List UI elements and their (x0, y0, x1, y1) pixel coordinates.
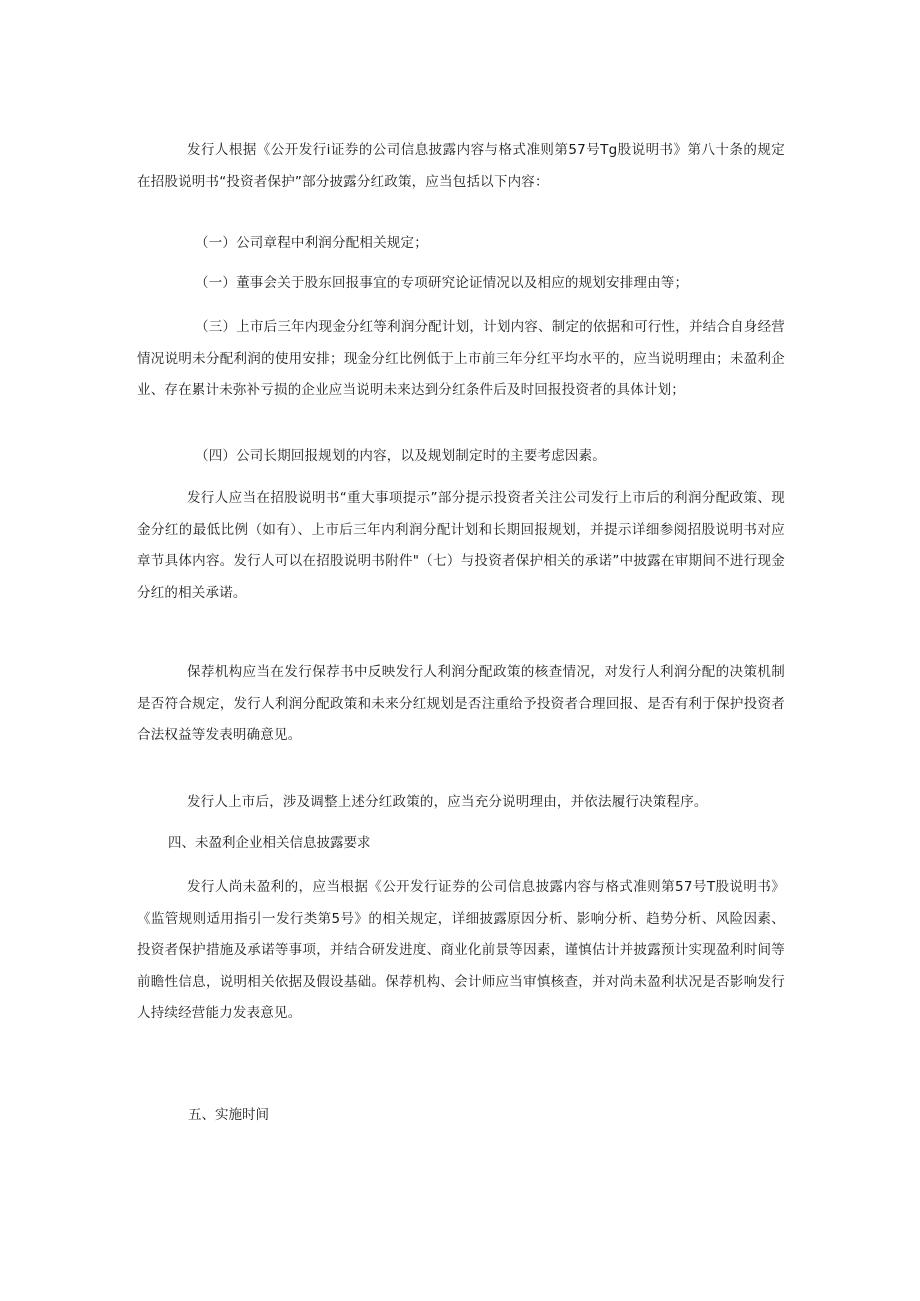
list-item-board-research: （一）董事会关于股东回报事宜的专项研究论证情况以及相应的规划安排理由等； (195, 275, 689, 291)
paragraph-sponsor-review: 保荐机构应当在发行保荐书中反映发行人利润分配政策的核查情况，对发行人利润分配的决策机制是否符合规定，发行人利润分配政策和未来分红规划是否注重给予投资者合理回报、是否有利于保护投资者合法权益等发表明确意见。 (137, 664, 785, 743)
section-heading-implementation-time: 五、实施时间 (188, 1107, 269, 1123)
paragraph-major-matters: 发行人应当在招股说明书“重大事项提示”部分提示投资者关注公司发行上市后的利润分配政策、现金分红的最低比例（如有）、上市后三年内利润分配计划和长期回报规划，并提示详细参阅招股说明书对应章节具体内容。发行人可以在招股说明书附件"（七）与投资者保护相关的承诺”中披露在审期间不进行现金分红的相关承诺。 (137, 490, 785, 601)
paragraph-policy-adjustment: 发行人上市后，涉及调整上述分红政策的，应当充分说明理由，并依法履行决策程序。 (187, 794, 708, 810)
list-item-three-year-plan: （三）上市后三年内现金分红等利润分配计划，计划内容、制定的依据和可行性，并结合自身经营情况说明未分配利润的使用安排；现金分红比例低于上市前三年分红平均水平的，应当说明理由；未盈利企业、存在累计未弥补亏损的企业应当说明未来达到分红条件后及时回报投资者的具体计划； (137, 319, 785, 398)
list-item-long-term-plan: （四）公司长期回报规划的内容，以及规划制定时的主要考虑因素。 (195, 448, 606, 464)
paragraph-dividend-policy-intro: 发行人根据《公开发行i证券的公司信息披露内容与格式准则第57号Tg股说明书》第八十条的规定在招股说明书“投资者保护”部分披露分红政策，应当包括以下内容： (137, 142, 785, 190)
list-item-articles-of-association: （一）公司章程中利润分配相关规定； (195, 235, 428, 251)
paragraph-unprofitable-requirements: 发行人尚未盈利的，应当根据《公开发行证券的公司信息披露内容与格式准则第57号T股说明书》《监管规则适用指引一发行类第5号》的相关规定，详细披露原因分析、影响分析、趋势分析、风险因素、投资者保护措施及承诺等事项，并结合研发进度、商业化前景等因素，谨慎估计并披露预计实现盈利时间等前瞻性信息，说明相关依据及假设基础。保荐机构、会计师应当审慎核查，并对尚未盈利状况是否影响发行人持续经营能力发表意见。 (137, 879, 785, 1021)
section-heading-unprofitable-disclosure: 四、未盈利企业相关信息披露要求 (168, 835, 371, 851)
